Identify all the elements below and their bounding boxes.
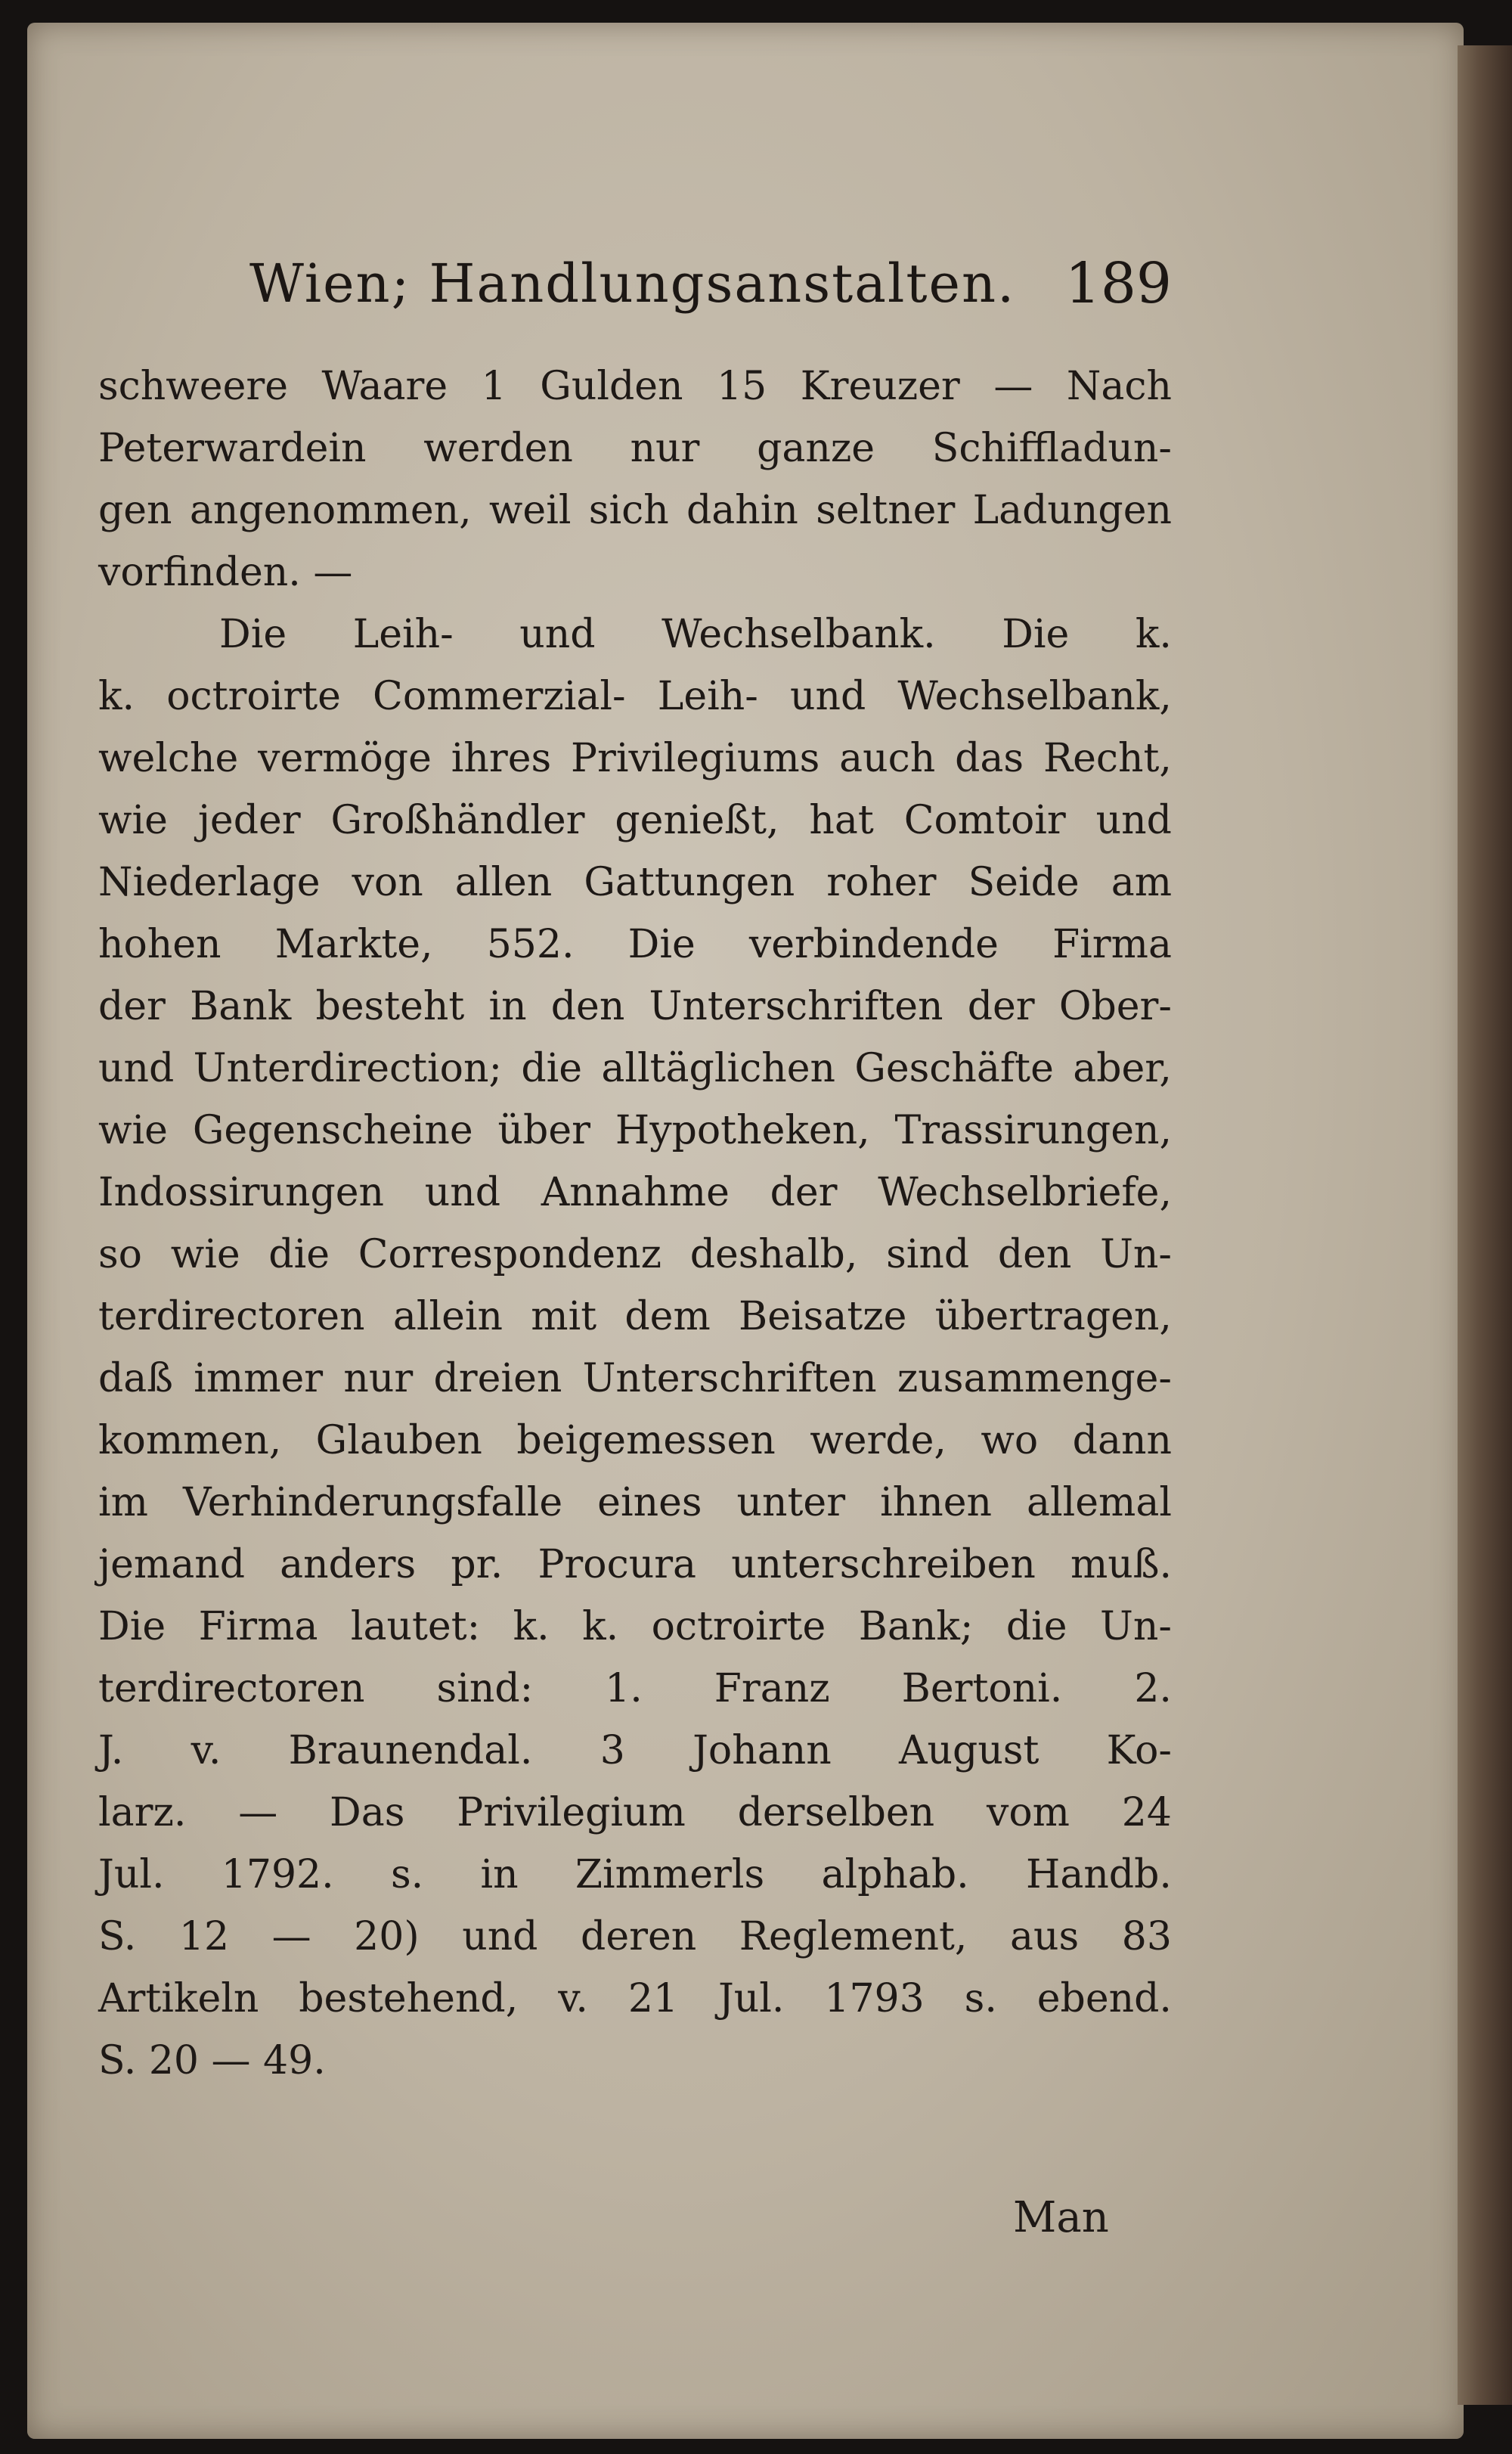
text-line — [98, 1224, 1172, 1286]
word: in — [488, 984, 527, 1029]
word: Bertoni. — [901, 1666, 1063, 1711]
word: am — [1111, 860, 1172, 905]
word: ihres — [451, 736, 552, 781]
word: der — [770, 1170, 838, 1215]
word: allein — [392, 1294, 503, 1339]
word: Procura — [538, 1542, 697, 1587]
word: Handb. — [1025, 1852, 1172, 1897]
word: octroirte — [166, 674, 341, 719]
word: und — [98, 1046, 175, 1091]
word: Leih- — [352, 612, 454, 657]
word: sind — [886, 1232, 970, 1277]
word: Waare — [321, 364, 448, 409]
text-line — [98, 1658, 1172, 1720]
word: wo — [981, 1418, 1039, 1463]
word: ebend. — [1036, 1976, 1172, 2021]
word: der — [967, 984, 1035, 1029]
text-line — [98, 1720, 1172, 1782]
word: 1793 — [824, 1976, 925, 2021]
text-line — [98, 1968, 1172, 2030]
word: und — [519, 612, 596, 657]
word: Hypotheken, — [615, 1108, 870, 1153]
word: nur — [630, 426, 700, 471]
word: die — [1005, 1604, 1067, 1649]
word: Indossirungen — [98, 1170, 385, 1215]
word: weil — [488, 488, 572, 533]
word: S. — [98, 1914, 137, 1959]
word: verbindende — [748, 922, 999, 967]
word: jeder — [197, 798, 301, 843]
word: Markte, — [274, 922, 433, 967]
word: Nach — [1066, 364, 1172, 409]
word: Unterschriften — [649, 984, 943, 1029]
word: Verhinderungsfalle — [182, 1480, 563, 1525]
text-line — [98, 914, 1172, 976]
word: — — [238, 1790, 278, 1835]
text-line — [98, 1038, 1172, 1100]
word: Kreuzer — [800, 364, 960, 409]
word: August — [898, 1728, 1040, 1773]
word: Comtoir — [903, 798, 1066, 843]
word: pr. — [451, 1542, 503, 1587]
word: beigemessen — [516, 1418, 776, 1463]
text-line — [98, 1410, 1172, 1472]
word: sind: — [436, 1666, 534, 1711]
word: Unterschriften — [582, 1356, 877, 1401]
text-line — [98, 1844, 1172, 1906]
word: dahin — [686, 488, 798, 533]
word: auch — [839, 736, 936, 781]
word: Zimmerls — [575, 1852, 765, 1897]
word: vom — [986, 1790, 1070, 1835]
word: Geschäfte — [854, 1046, 1054, 1091]
word: deren — [581, 1914, 697, 1959]
word: übertragen, — [934, 1294, 1172, 1339]
word: gen — [98, 488, 172, 533]
word: Ober- — [1058, 984, 1172, 1029]
word: Gattungen — [584, 860, 795, 905]
text-line — [98, 355, 1172, 417]
text-line — [98, 479, 1172, 541]
word: Die — [219, 612, 287, 657]
word: roher — [826, 860, 937, 905]
word: angenommen, — [189, 488, 472, 533]
word: — — [993, 364, 1033, 409]
word: und — [789, 674, 866, 719]
text-line — [98, 1162, 1172, 1224]
word: nur — [343, 1356, 414, 1401]
word: aus — [1009, 1914, 1080, 1959]
word: wie — [98, 1108, 168, 1153]
word: Glauben — [315, 1418, 482, 1463]
word: die — [521, 1046, 583, 1091]
word: Ladungen — [972, 488, 1172, 533]
word: k. — [1135, 612, 1172, 657]
text-line — [98, 1286, 1172, 1348]
word: eines — [597, 1480, 702, 1525]
word: vermöge — [258, 736, 432, 781]
word: über — [497, 1108, 590, 1153]
word: Reglement, — [739, 1914, 968, 1959]
word: Commerzial- — [373, 674, 626, 719]
word: 20) — [354, 1914, 420, 1959]
word: die — [268, 1232, 330, 1277]
text-line: S. 20 — 49. — [98, 2038, 326, 2083]
word: unter — [736, 1480, 846, 1525]
word: lautet: — [350, 1604, 481, 1649]
book-spine-edge — [1458, 45, 1512, 2405]
word: Braunendal. — [288, 1728, 533, 1773]
word: Firma — [1052, 922, 1172, 967]
word: Recht, — [1043, 736, 1172, 781]
word: und — [424, 1170, 501, 1215]
word: k. — [98, 674, 135, 719]
word: immer — [194, 1356, 324, 1401]
word: Die — [1002, 612, 1070, 657]
word: 1792. — [221, 1852, 334, 1897]
word: daß — [98, 1356, 174, 1401]
word: Un- — [1100, 1604, 1172, 1649]
word: s. — [390, 1852, 424, 1897]
word: larz. — [98, 1790, 187, 1835]
word: genießt, — [615, 798, 779, 843]
word: Correspondenz — [358, 1232, 662, 1277]
text-line — [98, 1906, 1172, 1968]
word: Wechselbriefe, — [878, 1170, 1172, 1215]
word: das — [955, 736, 1024, 781]
word: in — [480, 1852, 519, 1897]
word: Wechselbank, — [897, 674, 1172, 719]
text-line — [98, 1596, 1172, 1658]
word: Bank — [190, 984, 292, 1029]
word: 21 — [627, 1976, 679, 2021]
word: k. — [513, 1604, 550, 1649]
word: 552. — [486, 922, 575, 967]
word: 2. — [1134, 1666, 1172, 1711]
running-title: Wien; Handlungsanstalten. — [249, 253, 1016, 315]
word: seltner — [816, 488, 956, 533]
word: v. — [191, 1728, 222, 1773]
word: sich — [588, 488, 669, 533]
word: aber, — [1073, 1046, 1172, 1091]
word: 24 — [1121, 1790, 1172, 1835]
word: allemal — [1026, 1480, 1172, 1525]
word: alltäglichen — [601, 1046, 835, 1091]
word: Ko- — [1106, 1728, 1172, 1773]
word: schweere — [98, 364, 288, 409]
word: Trassirungen, — [894, 1108, 1172, 1153]
catchword: Man — [1013, 2193, 1109, 2242]
word: ganze — [757, 426, 875, 471]
text-line — [98, 417, 1172, 479]
word: hat — [809, 798, 874, 843]
word: derselben — [737, 1790, 935, 1835]
body-text — [98, 355, 1172, 2092]
word: dreien — [433, 1356, 562, 1401]
word: Gulden — [540, 364, 683, 409]
text-line — [98, 665, 1172, 728]
text-line — [98, 728, 1172, 790]
word: mit — [531, 1294, 597, 1339]
word: terdirectoren — [98, 1666, 365, 1711]
word: ihnen — [880, 1480, 992, 1525]
word: Firma — [198, 1604, 318, 1649]
word: Die — [627, 922, 696, 967]
word: — — [271, 1914, 311, 1959]
text-line — [98, 790, 1172, 852]
word: unterschreiben — [731, 1542, 1036, 1587]
word: den — [550, 984, 625, 1029]
word: Jul. — [98, 1852, 165, 1897]
word: allen — [454, 860, 553, 905]
word: den — [997, 1232, 1072, 1277]
word: v. — [558, 1976, 588, 2021]
word: dann — [1072, 1418, 1172, 1463]
word: deshalb, — [689, 1232, 858, 1277]
word: von — [352, 860, 423, 905]
word: Artikeln — [98, 1976, 259, 2021]
word: Privilegium — [457, 1790, 686, 1835]
word: Un- — [1100, 1232, 1172, 1277]
word: so — [98, 1232, 142, 1277]
word: Gegenscheine — [192, 1108, 473, 1153]
word: k. — [582, 1604, 619, 1649]
word: Niederlage — [98, 860, 321, 905]
word: alphab. — [821, 1852, 969, 1897]
text-line — [98, 852, 1172, 914]
word: Beisatze — [739, 1294, 907, 1339]
word: 12 — [178, 1914, 230, 1959]
word: hohen — [98, 922, 222, 967]
text-line: vorfinden. — — [98, 550, 353, 595]
word: Wechselbank. — [662, 612, 936, 657]
word: muß. — [1070, 1542, 1172, 1587]
word: Großhändler — [330, 798, 585, 843]
word: im — [98, 1480, 148, 1525]
word: Bank; — [858, 1604, 974, 1649]
word: 1. — [605, 1666, 643, 1711]
word: Franz — [714, 1666, 830, 1711]
page-header — [249, 242, 1172, 325]
word: Die — [98, 1604, 166, 1649]
word: der — [98, 984, 166, 1029]
word: und — [1095, 798, 1172, 843]
word: Jul. — [717, 1976, 785, 2021]
word: 1 — [481, 364, 507, 409]
text-line — [98, 1472, 1172, 1534]
word: Leih- — [657, 674, 758, 719]
word: terdirectoren — [98, 1294, 365, 1339]
word: J. — [98, 1728, 124, 1773]
text-line — [98, 1100, 1172, 1162]
word: bestehend, — [299, 1976, 519, 2021]
word: Seide — [968, 860, 1080, 905]
word: kommen, — [98, 1418, 282, 1463]
word: Annahme — [541, 1170, 730, 1215]
word: besteht — [315, 984, 465, 1029]
word: Unterdirection; — [193, 1046, 502, 1091]
text-line — [98, 1782, 1172, 1844]
page-number: 189 — [1064, 251, 1172, 316]
word: octroirte — [651, 1604, 826, 1649]
word: welche — [98, 736, 239, 781]
word: s. — [964, 1976, 997, 2021]
word: 83 — [1121, 1914, 1172, 1959]
word: wie — [98, 798, 168, 843]
word: Das — [330, 1790, 405, 1835]
text-line — [98, 976, 1172, 1038]
word: dem — [624, 1294, 711, 1339]
word: jemand — [98, 1542, 245, 1587]
text-line — [98, 1534, 1172, 1596]
word: und — [462, 1914, 538, 1959]
section-heading-line — [98, 603, 1172, 665]
word: zusammenge- — [897, 1356, 1172, 1401]
word: Peterwardein — [98, 426, 367, 471]
text-line — [98, 1348, 1172, 1410]
word: wie — [170, 1232, 240, 1277]
word: werden — [423, 426, 573, 471]
word: Johann — [692, 1728, 832, 1773]
word: Privilegiums — [571, 736, 820, 781]
word: Schiffladun- — [931, 426, 1172, 471]
word: anders — [280, 1542, 417, 1587]
word: werde, — [810, 1418, 947, 1463]
word: 15 — [717, 364, 767, 409]
word: 3 — [600, 1728, 625, 1773]
